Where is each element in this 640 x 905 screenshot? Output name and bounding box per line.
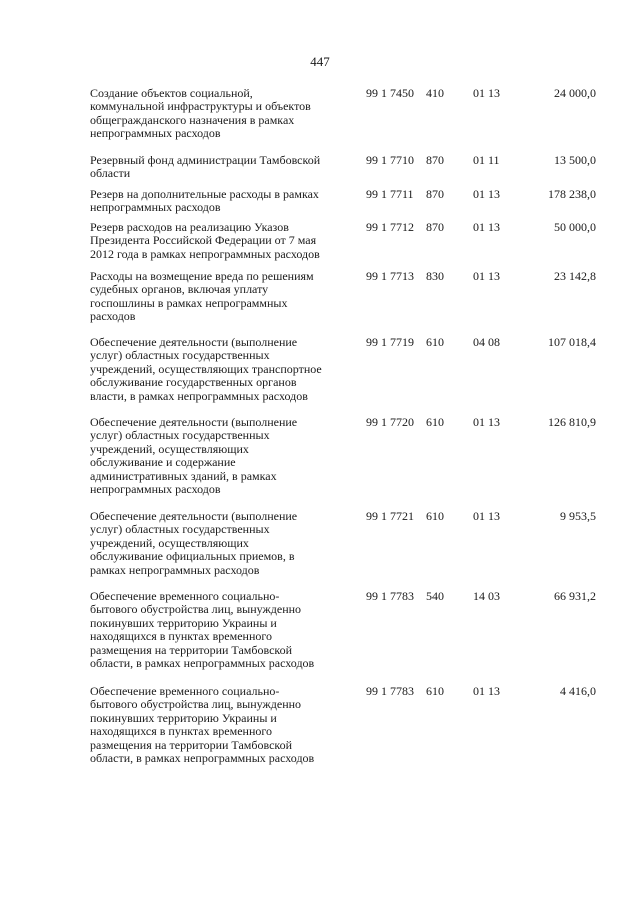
expense-code: 99 1 7450 [366, 86, 414, 100]
description-line: учреждений, осуществляющих [90, 441, 249, 456]
row-description [90, 336, 352, 403]
expense-type-code: 830 [426, 269, 444, 283]
section-subsection-code: 01 13 [473, 269, 500, 283]
description-line: обслуживание официальных приемов, в [90, 549, 295, 564]
expense-code: 99 1 7783 [366, 684, 414, 698]
expense-code: 99 1 7719 [366, 335, 414, 349]
description-line: Президента Российской Федерации от 7 мая [90, 233, 317, 248]
section-subsection-code: 04 08 [473, 335, 500, 349]
row-description [90, 685, 352, 765]
row-description [90, 188, 352, 215]
description-line: учреждений, осуществляющих транспортное [90, 361, 322, 376]
row-description [90, 87, 352, 141]
expense-type-code: 870 [426, 187, 444, 201]
row-description [90, 270, 352, 324]
description-line: Обеспечение временного социально- [90, 684, 280, 698]
amount: 4 416,0 [560, 684, 596, 698]
section-subsection-code: 14 03 [473, 589, 500, 603]
table-row [90, 590, 600, 685]
description-line: области, в рамках непрограммных расходов [90, 656, 315, 671]
section-subsection-code: 01 13 [473, 220, 500, 234]
table-row [90, 87, 600, 154]
expense-type-code: 610 [426, 415, 444, 429]
expense-code: 99 1 7712 [366, 220, 414, 234]
description-line: находящихся в пунктах временного [90, 629, 273, 644]
amount: 24 000,0 [554, 86, 596, 100]
expense-code: 99 1 7721 [366, 509, 414, 523]
table-row [90, 510, 600, 590]
description-line: непрограммных расходов [90, 126, 221, 141]
description-line: непрограммных расходов [90, 482, 221, 497]
description-line: Резерв на дополнительные расходы в рамках [90, 187, 319, 201]
row-description [90, 416, 352, 496]
amount: 126 810,9 [548, 415, 596, 429]
description-line: обслуживание и содержание [90, 455, 236, 470]
amount: 9 953,5 [560, 509, 596, 523]
description-line: Обеспечение деятельности (выполнение [90, 335, 298, 349]
table-row [90, 221, 600, 270]
budget-table [90, 87, 600, 775]
description-line: размещения на территории Тамбовской [90, 642, 293, 657]
table-row [90, 685, 600, 775]
table-row [90, 416, 600, 510]
description-line: услуг) областных государственных [90, 522, 270, 537]
expense-code: 99 1 7711 [366, 187, 414, 201]
table-row [90, 188, 600, 221]
row-description [90, 221, 352, 261]
section-subsection-code: 01 13 [473, 187, 500, 201]
row-description [90, 590, 352, 670]
section-subsection-code: 01 13 [473, 509, 500, 523]
description-line: учреждений, осуществляющих [90, 535, 249, 550]
description-line: госпошлины в рамках непрограммных [90, 295, 288, 310]
description-line: услуг) областных государственных [90, 348, 270, 363]
amount: 178 238,0 [548, 187, 596, 201]
expense-code: 99 1 7713 [366, 269, 414, 283]
description-line: 2012 года в рамках непрограммных расходов [90, 246, 320, 261]
description-line: области, в рамках непрограммных расходов [90, 751, 315, 766]
row-description [90, 154, 352, 181]
description-line: административных зданий, в рамках [90, 468, 277, 483]
section-subsection-code: 01 13 [473, 415, 500, 429]
expense-type-code: 870 [426, 153, 444, 167]
description-line: бытового обустройства лиц, вынужденно [90, 602, 302, 617]
expense-type-code: 540 [426, 589, 444, 603]
description-line: Обеспечение деятельности (выполнение [90, 415, 298, 429]
amount: 13 500,0 [554, 153, 596, 167]
expense-type-code: 870 [426, 220, 444, 234]
amount: 50 000,0 [554, 220, 596, 234]
expense-code: 99 1 7720 [366, 415, 414, 429]
expense-type-code: 610 [426, 509, 444, 523]
description-line: обслуживание государственных органов [90, 375, 297, 390]
description-line: общегражданского назначения в рамках [90, 112, 295, 127]
description-line: бытового обустройства лиц, вынужденно [90, 697, 302, 712]
description-line: Обеспечение деятельности (выполнение [90, 509, 298, 523]
expense-type-code: 610 [426, 684, 444, 698]
description-line: размещения на территории Тамбовской [90, 737, 293, 752]
description-line: судебных органов, включая уплату [90, 282, 269, 297]
description-line: Обеспечение временного социально- [90, 589, 280, 603]
description-line: Расходы на возмещение вреда по решениям [90, 269, 314, 283]
description-line: Резервный фонд администрации Тамбовской [90, 153, 321, 167]
amount: 66 931,2 [554, 589, 596, 603]
amount: 107 018,4 [548, 335, 596, 349]
section-subsection-code: 01 13 [473, 86, 500, 100]
description-line: находящихся в пунктах временного [90, 724, 273, 739]
description-line: покинувших территорию Украины и [90, 615, 277, 630]
description-line: коммунальной инфраструктуры и объектов [90, 99, 311, 114]
description-line: Резерв расходов на реализацию Указов [90, 220, 289, 234]
description-line: Создание объектов социальной, [90, 86, 253, 100]
section-subsection-code: 01 11 [473, 153, 500, 167]
expense-code: 99 1 7783 [366, 589, 414, 603]
table-row [90, 154, 600, 188]
expense-type-code: 610 [426, 335, 444, 349]
description-line: покинувших территорию Украины и [90, 710, 277, 725]
section-subsection-code: 01 13 [473, 684, 500, 698]
page-number: 447 [310, 54, 330, 69]
expense-code: 99 1 7710 [366, 153, 414, 167]
amount: 23 142,8 [554, 269, 596, 283]
expense-type-code: 410 [426, 86, 444, 100]
row-description [90, 510, 352, 577]
description-line: области [90, 166, 131, 181]
table-row [90, 336, 600, 416]
description-line: непрограммных расходов [90, 200, 221, 215]
table-row [90, 270, 600, 336]
description-line: власти, в рамках непрограммных расходов [90, 388, 308, 403]
description-line: услуг) областных государственных [90, 428, 270, 443]
description-line: рамках непрограммных расходов [90, 562, 260, 577]
description-line: расходов [90, 309, 136, 324]
